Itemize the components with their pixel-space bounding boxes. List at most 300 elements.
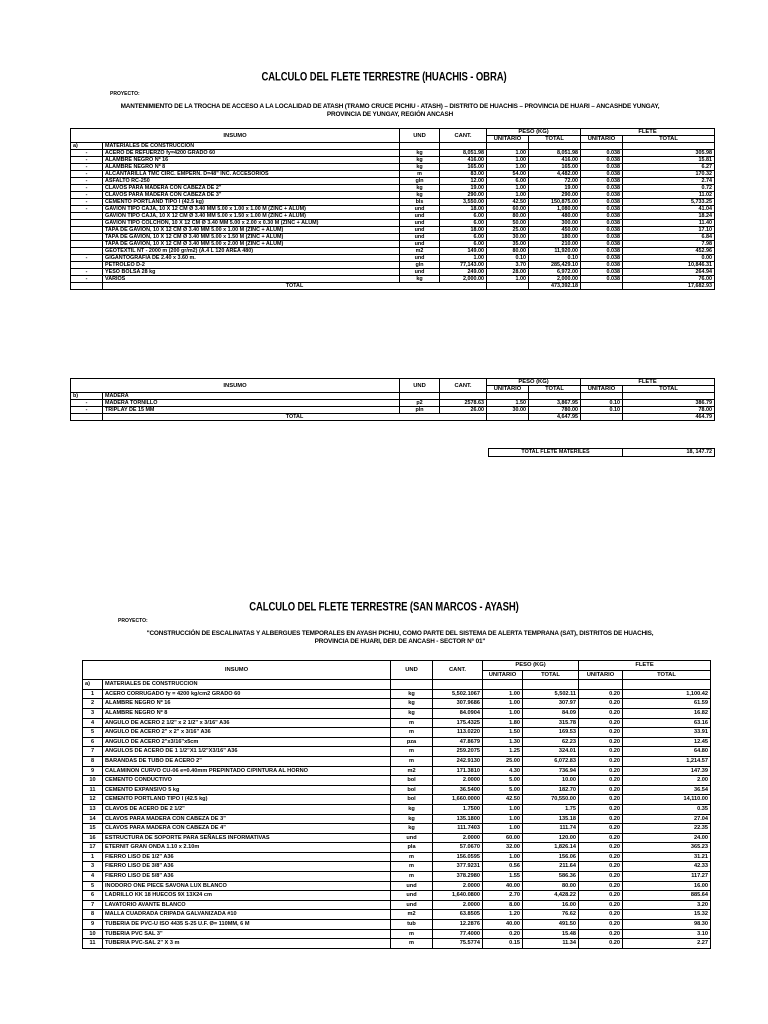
row-description: CLAVOS PARA MADERA CON CABEZA DE 3": [103, 192, 400, 199]
table-row: [83, 843, 711, 853]
row-quantity: 242.9130: [433, 756, 483, 766]
row-weight-unit: 1.20: [483, 910, 523, 920]
row-freight-unit: 0.20: [579, 920, 623, 930]
row-number: 13: [83, 804, 103, 814]
row-weight-unit: 40.00: [483, 881, 523, 891]
row-unit: kg: [400, 185, 440, 192]
row-weight-unit: 30.00: [487, 407, 529, 414]
row-number: -: [71, 157, 103, 164]
row-freight-unit: 0.20: [579, 814, 623, 824]
row-freight-unit: 0.20: [579, 872, 623, 882]
table-row: [83, 747, 711, 757]
row-quantity: 135.1800: [433, 814, 483, 824]
row-unit: kg: [400, 157, 440, 164]
row-unit: m: [391, 756, 433, 766]
row-number: 10: [83, 929, 103, 939]
row-weight-unit: 42.50: [487, 199, 529, 206]
col-peso-unitario: UNITARIO: [487, 136, 529, 143]
row-quantity: 12.00: [440, 178, 487, 185]
row-number: -: [71, 276, 103, 283]
row-weight-unit: 1.30: [483, 737, 523, 747]
row-freight-total: 10,846.31: [623, 262, 715, 269]
row-freight-total: 22.35: [623, 824, 711, 834]
section-code: b): [71, 393, 103, 400]
row-quantity: 2.0000: [433, 833, 483, 843]
row-quantity: 111.7403: [433, 824, 483, 834]
row-weight-total: 1,080.00: [529, 206, 581, 213]
row-description: CEMENTO CONDUCTIVO: [103, 776, 391, 786]
table-row: [83, 891, 711, 901]
row-freight-unit: 0.20: [579, 891, 623, 901]
row-unit: kg: [391, 699, 433, 709]
row-unit: kg: [391, 708, 433, 718]
row-freight-total: 305.98: [623, 150, 715, 157]
row-weight-unit: 1.00: [483, 708, 523, 718]
row-number: 3: [83, 708, 103, 718]
row-weight-unit: 54.00: [487, 171, 529, 178]
row-freight-unit: 0.038: [581, 164, 623, 171]
row-description: FIERRO LISO DE 5/8" A36: [103, 872, 391, 882]
row-description: FIERRO LISO DE 3/8" A36: [103, 862, 391, 872]
row-freight-unit: 0.038: [581, 178, 623, 185]
table-row: [83, 910, 711, 920]
row-freight-total: 76.00: [623, 276, 715, 283]
row-weight-total: 2,000.00: [529, 276, 581, 283]
row-description: INODORO ONE PIECE SAVONA LUX BLANCO: [103, 881, 391, 891]
row-weight-unit: 25.00: [487, 227, 529, 234]
row-freight-total: 15.32: [623, 910, 711, 920]
row-description: CALAMINON CURVO CU-06 e=0.40mm PREPINTADO C/PINTURA AL HORNO: [103, 766, 391, 776]
row-unit: gln: [400, 262, 440, 269]
table-row: [83, 728, 711, 738]
row-weight-unit: 5.00: [483, 785, 523, 795]
row-number: -: [71, 255, 103, 262]
row-description: TAPA DE GAVION, 10 X 12 CM Ø 3.40 MM 5.00 x 1.50 M (ZINC + ALUM): [103, 234, 400, 241]
row-unit: m2: [391, 910, 433, 920]
row-weight-total: 76.62: [523, 910, 579, 920]
row-description: PETROLEO D-2: [103, 262, 400, 269]
row-weight-total: 8,051.98: [529, 150, 581, 157]
row-weight-unit: 80.00: [487, 248, 529, 255]
row-weight-total: 120.00: [523, 833, 579, 843]
row-weight-total: 307.97: [523, 699, 579, 709]
row-weight-total: 4,482.00: [529, 171, 581, 178]
row-quantity: 171.3810: [433, 766, 483, 776]
table-row: [83, 776, 711, 786]
row-number: -: [71, 400, 103, 407]
col-flete: FLETE: [581, 129, 715, 136]
row-weight-unit: 1.00: [483, 699, 523, 709]
row-weight-unit: 1.00: [487, 185, 529, 192]
row-unit: kg: [391, 814, 433, 824]
row-number: -: [71, 407, 103, 414]
row-number: 8: [83, 910, 103, 920]
row-unit: kg: [391, 824, 433, 834]
row-weight-unit: 1.00: [483, 804, 523, 814]
row-number: 3: [83, 862, 103, 872]
row-unit: und: [391, 881, 433, 891]
row-weight-unit: 0.10: [487, 255, 529, 262]
row-freight-unit: 0.038: [581, 269, 623, 276]
row-weight-total: 210.00: [529, 241, 581, 248]
row-number: 1: [83, 852, 103, 862]
row-unit: bls: [400, 199, 440, 206]
row-quantity: 83.00: [440, 171, 487, 178]
row-number: -: [71, 178, 103, 185]
project-description: [80, 630, 720, 646]
row-freight-unit: 0.038: [581, 150, 623, 157]
row-freight-total: 17.10: [623, 227, 715, 234]
col-insumo: INSUMO: [71, 379, 400, 393]
row-freight-total: 0.00: [623, 255, 715, 262]
row-weight-unit: 1.00: [483, 852, 523, 862]
row-quantity: 12.2876: [433, 920, 483, 930]
row-weight-unit: 1.00: [487, 157, 529, 164]
row-weight-unit: 1.00: [483, 824, 523, 834]
row-freight-unit: 0.038: [581, 262, 623, 269]
row-freight-total: 3.10: [623, 929, 711, 939]
row-unit: und: [400, 227, 440, 234]
row-weight-total: 324.01: [523, 747, 579, 757]
row-description: ALAMBRE NEGRO Nº 8: [103, 164, 400, 171]
row-unit: und: [400, 255, 440, 262]
row-freight-unit: 0.038: [581, 248, 623, 255]
row-unit: p2: [400, 400, 440, 407]
row-description: ALAMBRE NEGRO Nº 16: [103, 157, 400, 164]
row-freight-total: 264.94: [623, 269, 715, 276]
row-number: 7: [83, 900, 103, 910]
row-number: -: [71, 185, 103, 192]
row-description: TRIPLAY DE 15 MM: [103, 407, 400, 414]
row-weight-total: 5,502.11: [523, 689, 579, 699]
total-label: TOTAL: [103, 283, 487, 290]
row-unit: m: [391, 939, 433, 949]
row-freight-total: 11.40: [623, 220, 715, 227]
row-description: CEMENTO EXPANSIVO 5 kg: [103, 785, 391, 795]
row-freight-unit: 0.038: [581, 276, 623, 283]
row-quantity: 1.00: [440, 255, 487, 262]
table-row: [83, 689, 711, 699]
grand-total-label: TOTAL FLETE MATERILES: [489, 449, 623, 457]
row-freight-unit: 0.20: [579, 795, 623, 805]
row-freight-unit: 0.20: [579, 708, 623, 718]
row-number: -: [71, 206, 103, 213]
row-number: 11: [83, 785, 103, 795]
row-freight-total: 1,214.57: [623, 756, 711, 766]
row-weight-unit: 3.70: [487, 262, 529, 269]
row-quantity: 2578.63: [440, 400, 487, 407]
row-weight-unit: 30.00: [487, 234, 529, 241]
row-unit: kg: [400, 164, 440, 171]
total-label: TOTAL: [103, 414, 487, 421]
row-unit: m: [391, 852, 433, 862]
row-weight-unit: 1.55: [483, 872, 523, 882]
row-weight-unit: 1.00: [487, 276, 529, 283]
table-row: [83, 804, 711, 814]
row-freight-total: 12.45: [623, 737, 711, 747]
total-peso: 4,647.95: [529, 414, 581, 421]
row-freight-total: 1,100.42: [623, 689, 711, 699]
row-weight-unit: 35.00: [487, 241, 529, 248]
row-number: 6: [83, 891, 103, 901]
row-weight-total: 11.34: [523, 939, 579, 949]
row-freight-unit: 0.20: [579, 737, 623, 747]
row-weight-total: 450.00: [529, 227, 581, 234]
row-weight-unit: 0.15: [483, 939, 523, 949]
row-weight-total: 165.00: [529, 164, 581, 171]
table-row: [83, 795, 711, 805]
row-description: ANGULO DE ACERO 2" x 2" x 3/16" A36: [103, 728, 391, 738]
row-freight-unit: 0.20: [579, 881, 623, 891]
row-description: GAVION TIPO CAJA, 10 X 12 CM Ø 3.40 MM 5.00 x 1.00 x 1.00 M (ZINC + ALUM): [103, 206, 400, 213]
table-row: [83, 699, 711, 709]
row-weight-total: 586.36: [523, 872, 579, 882]
col-peso: PESO (KG): [483, 661, 579, 671]
row-number: -: [71, 171, 103, 178]
row-weight-unit: 80.00: [487, 213, 529, 220]
row-description: ANGULOS DE ACERO DE 1 1/2"X1 1/2"X3/16" A36: [103, 747, 391, 757]
row-freight-unit: 0.038: [581, 199, 623, 206]
row-weight-total: 156.06: [523, 852, 579, 862]
row-unit: pln: [400, 407, 440, 414]
row-freight-total: 3.20: [623, 900, 711, 910]
row-unit: kg: [400, 150, 440, 157]
table-row: [83, 756, 711, 766]
row-freight-unit: 0.20: [579, 756, 623, 766]
row-freight-total: 18.24: [623, 213, 715, 220]
row-weight-total: 84.09: [523, 708, 579, 718]
row-unit: m2: [391, 766, 433, 776]
table-row: [83, 881, 711, 891]
row-number: 10: [83, 776, 103, 786]
row-quantity: 6.00: [440, 220, 487, 227]
table-row: [83, 900, 711, 910]
row-weight-total: 3,867.95: [529, 400, 581, 407]
row-freight-total: 42.33: [623, 862, 711, 872]
row-freight-total: 170.32: [623, 171, 715, 178]
row-quantity: 84.0904: [433, 708, 483, 718]
row-description: ANGULO DE ACERO 2 1/2" x 2 1/2" x 3/16" A36: [103, 718, 391, 728]
row-weight-total: 70,550.00: [523, 795, 579, 805]
row-number: 2: [83, 699, 103, 709]
table-row: [83, 872, 711, 882]
row-weight-unit: 42.50: [483, 795, 523, 805]
section-code: a): [83, 680, 103, 690]
row-description: GAVION TIPO CAJA, 10 X 12 CM Ø 3.40 MM 5.00 x 1.50 x 1.00 M (ZINC + ALUM): [103, 213, 400, 220]
row-description: TUBERIA PVC SAL 3": [103, 929, 391, 939]
row-description: FIERRO LISO DE 1/2" A36: [103, 852, 391, 862]
row-weight-total: 6,072.83: [523, 756, 579, 766]
row-freight-total: 7.98: [623, 241, 715, 248]
row-freight-total: 64.80: [623, 747, 711, 757]
row-description: LADRILLO KK 18 HUECOS 9X 13X24 cm: [103, 891, 391, 901]
col-peso-total: TOTAL: [529, 386, 581, 393]
row-description: CLAVOS PARA MADERA CON CABEZA DE 2": [103, 185, 400, 192]
row-number: -: [71, 199, 103, 206]
total-flete: 464.79: [623, 414, 715, 421]
row-description: ALCANTARILLA TMC CIRC. EMPERN. D=48" INC. ACCESORIOS: [103, 171, 400, 178]
row-weight-total: 11,920.00: [529, 248, 581, 255]
table-row: [83, 785, 711, 795]
row-quantity: 1.7500: [433, 804, 483, 814]
col-und: UND: [391, 661, 433, 680]
table-row: [83, 852, 711, 862]
row-weight-total: 6,972.00: [529, 269, 581, 276]
col-peso-unitario: UNITARIO: [487, 386, 529, 393]
col-peso: PESO (KG): [487, 379, 581, 386]
table-row: [83, 920, 711, 930]
col-flete-total: TOTAL: [623, 670, 711, 680]
row-weight-total: 135.18: [523, 814, 579, 824]
table-row: [83, 814, 711, 824]
row-description: ESTRUCTURA DE SOPORTE PARA SEÑALES INFORMATIVAS: [103, 833, 391, 843]
row-freight-total: 2.74: [623, 178, 715, 185]
row-weight-total: 480.00: [529, 213, 581, 220]
row-weight-unit: 1.25: [483, 747, 523, 757]
row-unit: pza: [391, 737, 433, 747]
col-flete: FLETE: [581, 379, 715, 386]
row-weight-unit: 6.00: [487, 178, 529, 185]
row-freight-total: 24.00: [623, 833, 711, 843]
row-quantity: 6.00: [440, 241, 487, 248]
row-description: ALAMBRE NEGRO Nº 8: [103, 708, 391, 718]
row-number: 16: [83, 833, 103, 843]
table-row: [83, 737, 711, 747]
row-freight-total: 31.21: [623, 852, 711, 862]
row-quantity: 156.0595: [433, 852, 483, 862]
row-weight-unit: 8.00: [483, 900, 523, 910]
row-unit: und: [400, 206, 440, 213]
row-freight-unit: 0.20: [579, 776, 623, 786]
col-cant: CANT.: [440, 129, 487, 143]
row-freight-total: 27.04: [623, 814, 711, 824]
row-freight-total: 0.35: [623, 804, 711, 814]
row-freight-unit: 0.20: [579, 766, 623, 776]
row-freight-unit: 0.038: [581, 234, 623, 241]
col-flete-unitario: UNITARIO: [581, 136, 623, 143]
row-description: ETERNIT GRAN ONDA 1.10 x 2.10m: [103, 843, 391, 853]
row-freight-unit: 0.10: [581, 400, 623, 407]
row-quantity: 2,000.00: [440, 276, 487, 283]
row-unit: und: [400, 234, 440, 241]
row-weight-unit: 1.80: [483, 718, 523, 728]
col-und: UND: [400, 129, 440, 143]
row-number: 9: [83, 766, 103, 776]
row-unit: m2: [400, 248, 440, 255]
row-weight-total: 1,826.14: [523, 843, 579, 853]
row-unit: und: [400, 213, 440, 220]
project-description-line-2: PROVINCIA DE YUNGAY, REGIÓN ANCASH: [326, 111, 454, 118]
row-freight-total: 0.72: [623, 185, 715, 192]
row-unit: gln: [400, 178, 440, 185]
row-description: GAVION TIPO COLCHON, 10 X 12 CM Ø 3.40 MM 5.00 x 2.00 x 0.30 M (ZINC + ALUM): [103, 220, 400, 227]
total-peso: 473,392.18: [529, 283, 581, 290]
section-name: MATERIALES DE CONSTRUCCION: [103, 680, 391, 690]
row-quantity: 113.0220: [433, 728, 483, 738]
section-name: MATERIALES DE CONSTRUCCION: [103, 143, 400, 150]
row-freight-unit: 0.038: [581, 192, 623, 199]
row-weight-unit: 1.50: [483, 728, 523, 738]
row-quantity: 63.8505: [433, 910, 483, 920]
row-freight-total: 78.00: [623, 407, 715, 414]
col-peso-total: TOTAL: [523, 670, 579, 680]
row-quantity: 47.8679: [433, 737, 483, 747]
row-quantity: 378.2980: [433, 872, 483, 882]
row-weight-total: 182.70: [523, 785, 579, 795]
row-quantity: 77,143.00: [440, 262, 487, 269]
materials-rows: [83, 689, 711, 948]
row-number: 5: [83, 728, 103, 738]
row-unit: kg: [391, 689, 433, 699]
row-unit: kg: [400, 192, 440, 199]
row-unit: tub: [391, 920, 433, 930]
col-flete-total: TOTAL: [623, 386, 715, 393]
row-number: -: [71, 269, 103, 276]
col-cant: CANT.: [433, 661, 483, 680]
sheet-title: CALCULO DEL FLETE TERRESTRE (SAN MARCOS - AYASH): [249, 600, 519, 615]
row-description: ACERO CORRUGADO fy = 4200 kg/cm2 GRADO 60: [103, 689, 391, 699]
row-freight-unit: 0.20: [579, 804, 623, 814]
row-quantity: 18.00: [440, 227, 487, 234]
row-quantity: 18.00: [440, 206, 487, 213]
row-freight-unit: 0.038: [581, 157, 623, 164]
section-row: [83, 680, 711, 690]
row-freight-total: 2.27: [623, 939, 711, 949]
row-freight-unit: 0.038: [581, 255, 623, 262]
row-freight-unit: 0.20: [579, 785, 623, 795]
col-cant: CANT.: [440, 379, 487, 393]
row-freight-total: 2.00: [623, 776, 711, 786]
row-weight-unit: 0.56: [483, 862, 523, 872]
row-unit: und: [391, 891, 433, 901]
row-unit: kg: [400, 276, 440, 283]
row-quantity: 259.2075: [433, 747, 483, 757]
row-description: MADERA TORNILLO: [103, 400, 400, 407]
row-freight-total: 98.30: [623, 920, 711, 930]
row-freight-total: 147.39: [623, 766, 711, 776]
row-weight-total: 290.00: [529, 192, 581, 199]
row-quantity: 3,550.00: [440, 199, 487, 206]
row-freight-total: 16.00: [623, 881, 711, 891]
row-quantity: 36.5400: [433, 785, 483, 795]
row-description: GIGANTOGRAFIA DE 2.40 x 3.60 m.: [103, 255, 400, 262]
row-freight-total: 36.54: [623, 785, 711, 795]
row-number: 14: [83, 814, 103, 824]
row-freight-unit: 0.20: [579, 824, 623, 834]
row-freight-unit: 0.20: [579, 862, 623, 872]
row-description: YESO BOLSA 28 kg: [103, 269, 400, 276]
table-row: [83, 766, 711, 776]
row-weight-total: 19.00: [529, 185, 581, 192]
row-freight-unit: 0.20: [579, 833, 623, 843]
row-freight-total: 33.91: [623, 728, 711, 738]
row-quantity: 1,640.0800: [433, 891, 483, 901]
row-description: CEMENTO PORTLAND TIPO I (42.5 kg): [103, 795, 391, 805]
row-freight-total: 63.16: [623, 718, 711, 728]
row-number: 6: [83, 737, 103, 747]
row-number: 8: [83, 756, 103, 766]
col-flete-unitario: UNITARIO: [579, 670, 623, 680]
row-quantity: 6.00: [440, 234, 487, 241]
row-number: -: [71, 164, 103, 171]
row-weight-total: 315.78: [523, 718, 579, 728]
row-freight-unit: 0.20: [579, 900, 623, 910]
row-quantity: 175.4325: [433, 718, 483, 728]
row-quantity: 416.00: [440, 157, 487, 164]
row-freight-total: 41.04: [623, 206, 715, 213]
row-freight-unit: 0.10: [581, 407, 623, 414]
row-weight-total: 62.23: [523, 737, 579, 747]
